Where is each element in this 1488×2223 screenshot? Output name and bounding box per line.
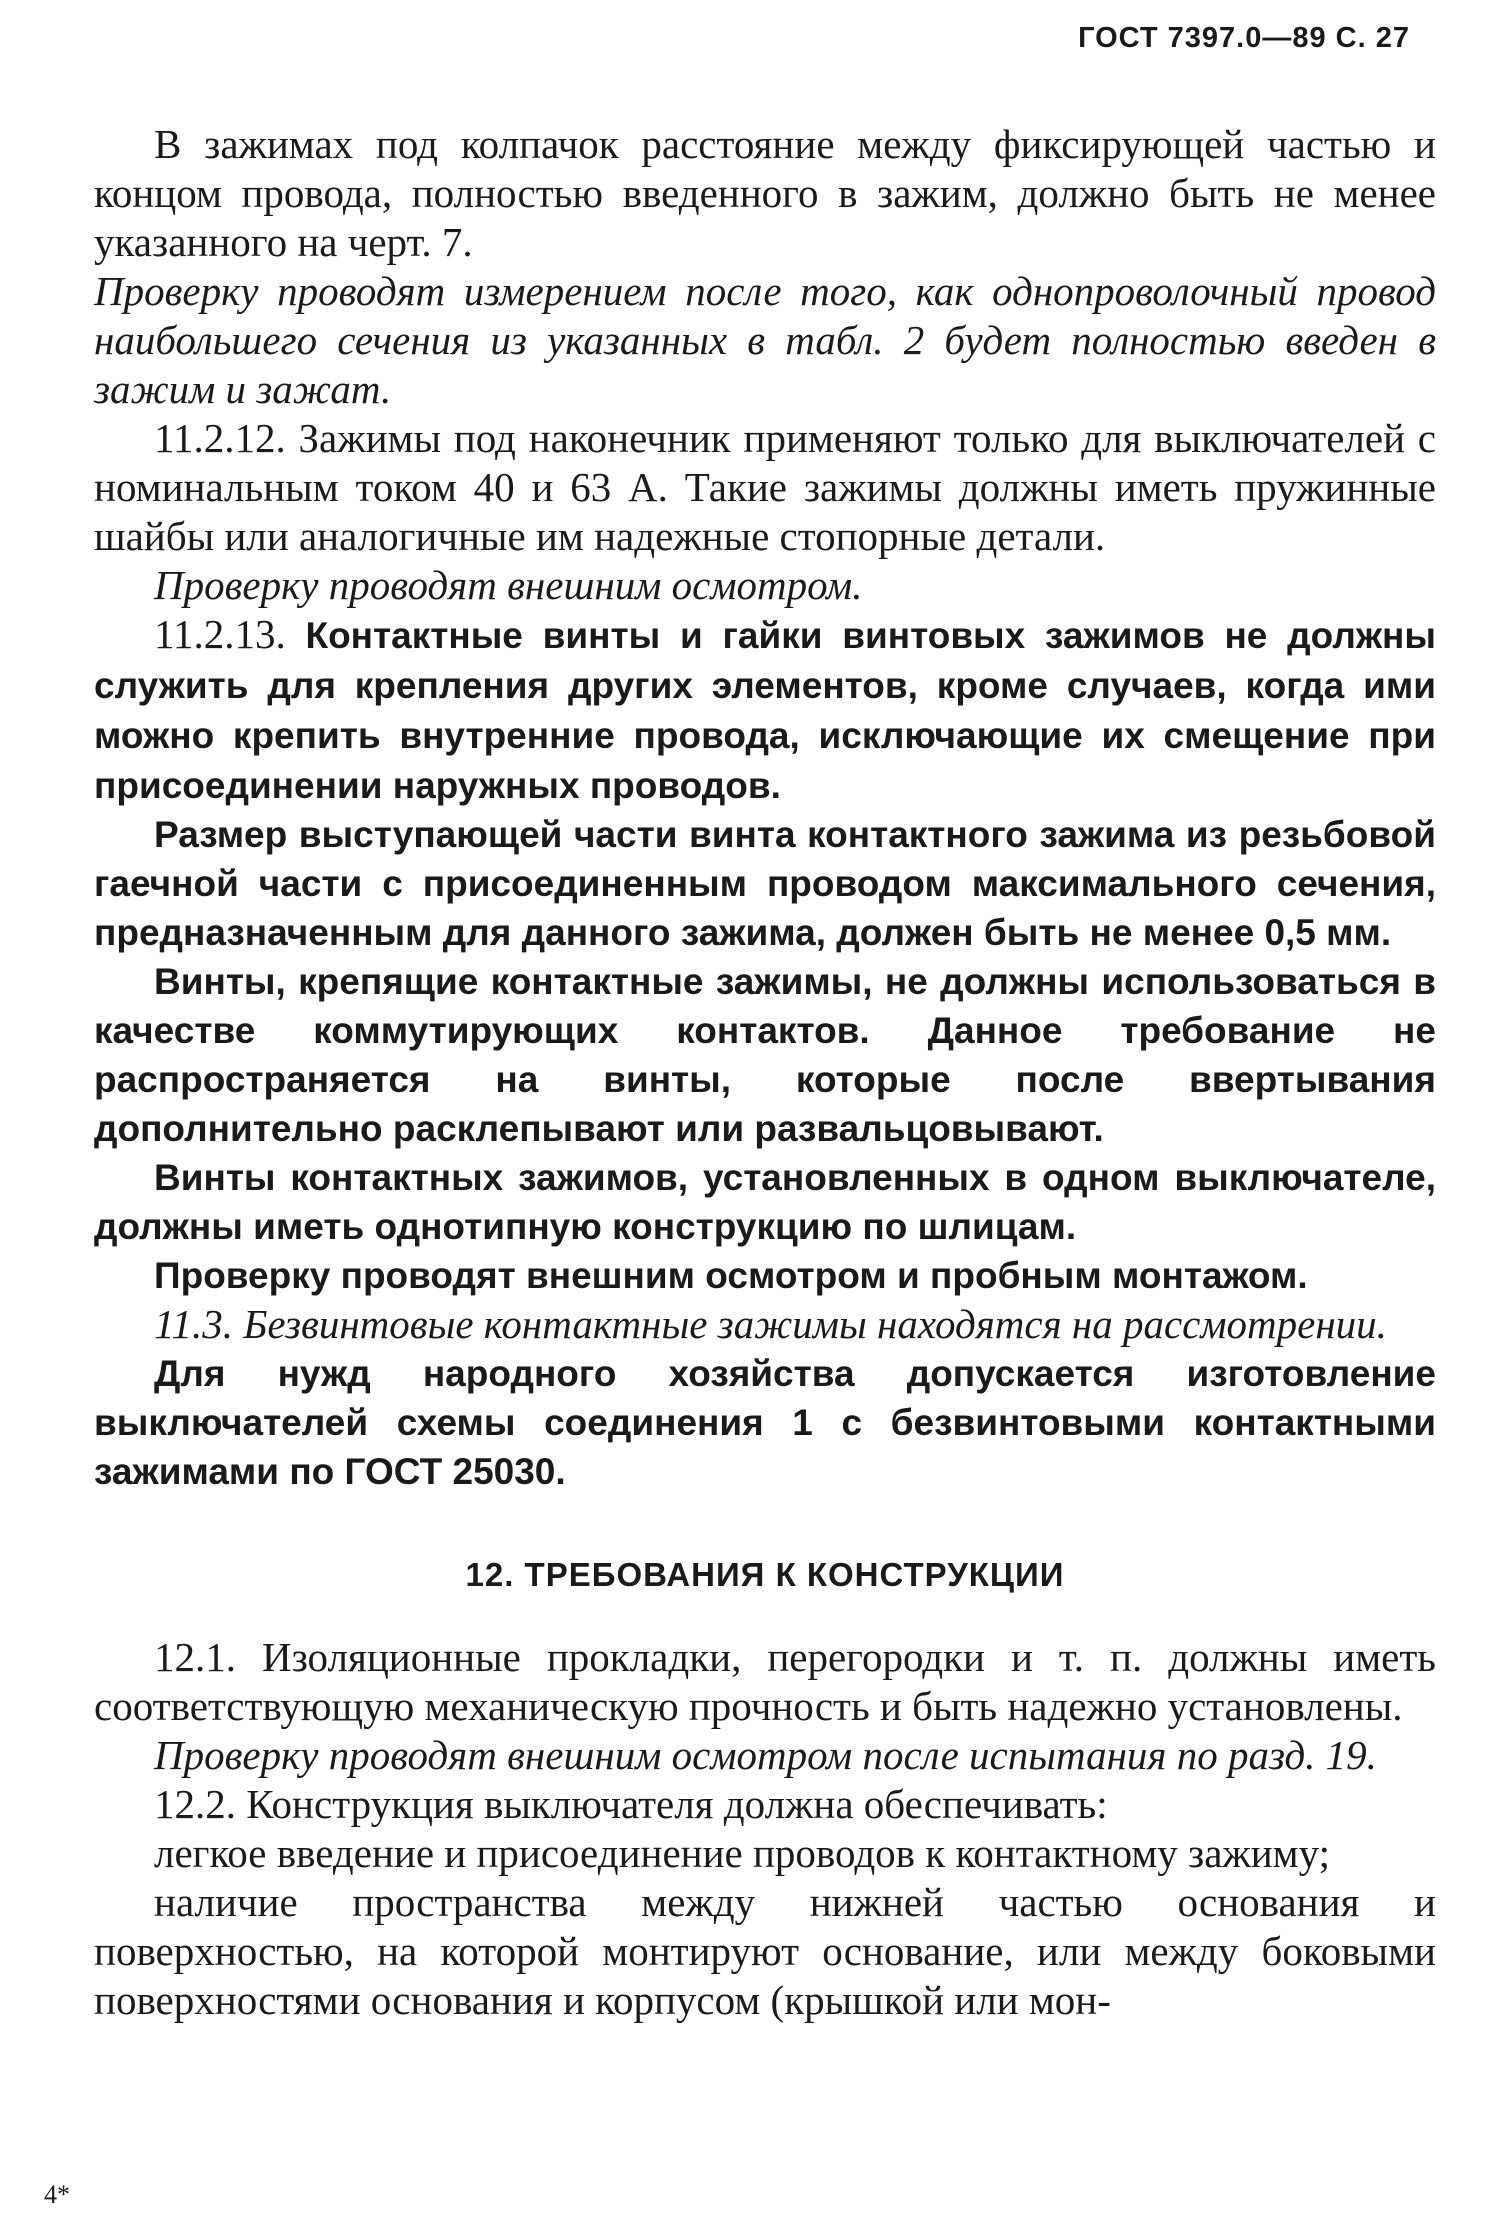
body-text bbox=[94, 120, 1436, 2025]
clause-text: Зажимы под наконечник применяют только для выключателей с номинальным током 40 и 63 А. Такие зажимы должны иметь пружинные шайбы или аналогичные им надежные стопорные детали. bbox=[94, 415, 1436, 559]
paragraph-check-note: Проверку проводят внешним осмотром. bbox=[154, 562, 863, 608]
page-footer-mark: 4* bbox=[44, 2180, 70, 2209]
paragraph-bold: Винты, крепящие контактные зажимы, не должны использоваться в качестве коммутирующих контактов. Данное требование не распространяется на винты, которые после ввертывания дополнительно расклепывают или развальцовывают. bbox=[94, 961, 1436, 1149]
paragraph-bold: Размер выступающей части винта контактного зажима из резьбовой гаечной части с присоединенным проводом максимального сечения, предназначенным для данного зажима, должен быть не менее 0,5 мм. bbox=[94, 814, 1436, 953]
paragraph-check-note: Проверку проводят измерением после того, как однопроволочный провод наибольшего сечения из указанных в табл. 2 будет полностью введен в зажим и зажат. bbox=[94, 268, 1436, 412]
paragraph-bold: Для нужд народного хозяйства допускается изготовление выключателей схемы соединения 1 с безвинтовыми контактными зажимами по ГОСТ 25030. bbox=[94, 1353, 1436, 1492]
clause-11-3: 11.3. Безвинтовые контактные зажимы находятся на рассмотрении. bbox=[154, 1301, 1387, 1347]
list-item: наличие пространства между нижней частью основания и поверхностью, на которой монтируют основание, или между боковыми поверхностями основания и корпусом (крышкой или мон- bbox=[94, 1879, 1436, 2023]
clause-number: 11.2.12. bbox=[154, 415, 286, 461]
clause-11-2-12 bbox=[94, 414, 1436, 561]
clause-11-2-13 bbox=[94, 610, 1436, 810]
paragraph-bold: Проверку проводят внешним осмотром и пробным монтажом. bbox=[154, 1255, 1308, 1296]
page-header: ГОСТ 7397.0—89 С. 27 bbox=[1078, 22, 1410, 54]
paragraph: В зажимах под колпачок расстояние между фиксирующей частью и концом провода, полностью введенного в зажим, должно быть не менее указанного на черт. 7. bbox=[94, 121, 1436, 265]
paragraph-bold: Винты контактных зажимов, установленных в одном выключателе, должны иметь однотипную конструкцию по шлицам. bbox=[94, 1157, 1436, 1247]
list-item: легкое введение и присоединение проводов к контактному зажиму; bbox=[154, 1830, 1330, 1876]
clause-text: Контактные винты и гайки винтовых зажимов не должны служить для крепления других элементов, кроме случаев, когда ими можно крепить внутренние провода, исключающие их смещение при присоединении наружных проводов. bbox=[94, 615, 1436, 806]
clause-number: 11.2.13. bbox=[154, 611, 286, 657]
clause-12-1: 12.1. Изоляционные прокладки, перегородки и т. п. должны иметь соответствующую механическую прочность и быть надежно установлены. bbox=[94, 1634, 1436, 1729]
section-title: 12. ТРЕБОВАНИЯ К КОНСТРУКЦИИ bbox=[465, 1556, 1065, 1593]
clause-12-2: 12.2. Конструкция выключателя должна обеспечивать: bbox=[154, 1781, 1108, 1827]
paragraph-check-note: Проверку проводят внешним осмотром после испытания по разд. 19. bbox=[154, 1732, 1377, 1778]
